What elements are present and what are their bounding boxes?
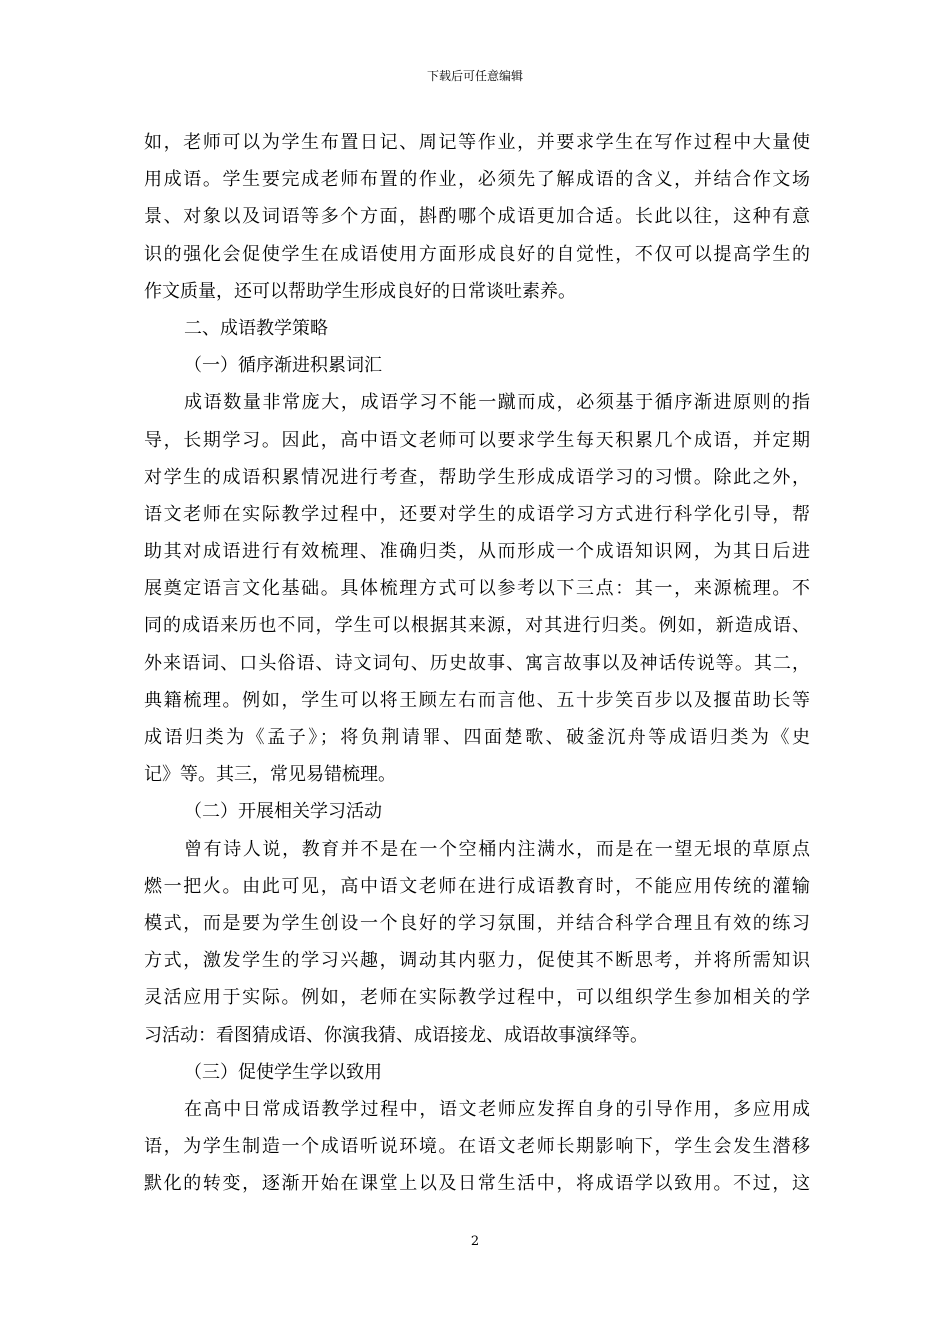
text-line: 外来语词、口头俗语、诗文词句、历史故事、寓言故事以及神话传说等。其二， xyxy=(144,652,810,674)
text-line: 习活动：看图猜成语、你演我猜、成语接龙、成语故事演绎等。 xyxy=(144,1024,648,1046)
text-line: 作文质量，还可以帮助学生形成良好的日常谈吐素养。 xyxy=(144,280,576,302)
text-line: 成语数量非常庞大，成语学习不能一蹴而成，必须基于循序渐进原则的指 xyxy=(184,392,810,414)
text-line: 如，老师可以为学生布置日记、周记等作业，并要求学生在写作过程中大量使 xyxy=(144,132,810,153)
text-line: 记》等。其三，常见易错梳理。 xyxy=(144,764,396,786)
text-line: 在高中日常成语教学过程中，语文老师应发挥自身的引导作用，多应用成 xyxy=(184,1098,810,1120)
text-line: 曾有诗人说，教育并不是在一个空桶内注满水，而是在一望无垠的草原点 xyxy=(184,838,810,860)
text-line: 景、对象以及词语等多个方面，斟酌哪个成语更加合适。长此以往，这种有意 xyxy=(144,206,810,228)
text-line: 展奠定语言文化基础。具体梳理方式可以参考以下三点：其一，来源梳理。不 xyxy=(144,578,810,600)
text-line: 助其对成语进行有效梳理、准确归类，从而形成一个成语知识网，为其日后进 xyxy=(144,541,810,563)
subsection-heading: （二）开展相关学习活动 xyxy=(184,801,382,823)
text-line: 默化的转变，逐渐开始在课堂上以及日常生活中，将成语学以致用。不过，这 xyxy=(144,1173,810,1195)
text-line: 典籍梳理。例如，学生可以将王顾左右而言他、五十步笑百步以及揠苗助长等 xyxy=(144,689,810,711)
text-line: 语，为学生制造一个成语听说环境。在语文老师长期影响下，学生会发生潜移 xyxy=(144,1136,810,1158)
subsection-heading: （三）促使学生学以致用 xyxy=(184,1061,382,1083)
text-line: 用成语。学生要完成老师布置的作业，必须先了解成语的含义，并结合作文场 xyxy=(144,169,810,191)
text-line: 语文老师在实际教学过程中，还要对学生的成语学习方式进行科学化引导，帮 xyxy=(144,503,810,525)
text-line: 方式，激发学生的学习兴趣，调动其内驱力，促使其不断思考，并将所需知识 xyxy=(144,950,810,972)
section-heading: 二、成语教学策略 xyxy=(184,317,328,339)
text-line: 同的成语来历也不同，学生可以根据其来源，对其进行归类。例如，新造成语、 xyxy=(144,615,810,637)
text-line: 识的强化会促使学生在成语使用方面形成良好的自觉性，不仅可以提高学生的 xyxy=(144,243,810,265)
text-line: 燃一把火。由此可见，高中语文老师在进行成语教育时，不能应用传统的灌输 xyxy=(144,875,810,897)
page-header: 下载后可任意编辑 xyxy=(426,69,523,83)
text-line: 模式，而是要为学生创设一个良好的学习氛围，并结合科学合理且有效的练习 xyxy=(144,912,810,934)
document-body xyxy=(144,124,810,1202)
text-line: 导，长期学习。因此，高中语文老师可以要求学生每天积累几个成语，并定期 xyxy=(144,429,810,451)
subsection-heading: （一）循序渐进积累词汇 xyxy=(184,355,382,377)
text-line: 对学生的成语积累情况进行考查，帮助学生形成成语学习的习惯。除此之外， xyxy=(144,466,810,488)
text-line: 成语归类为《孟子》；将负荆请罪、四面楚歌、破釜沉舟等成语归类为《史 xyxy=(144,727,810,748)
text-line: 灵活应用于实际。例如，老师在实际教学过程中，可以组织学生参加相关的学 xyxy=(144,987,810,1009)
page-number: 2 xyxy=(470,1234,480,1249)
